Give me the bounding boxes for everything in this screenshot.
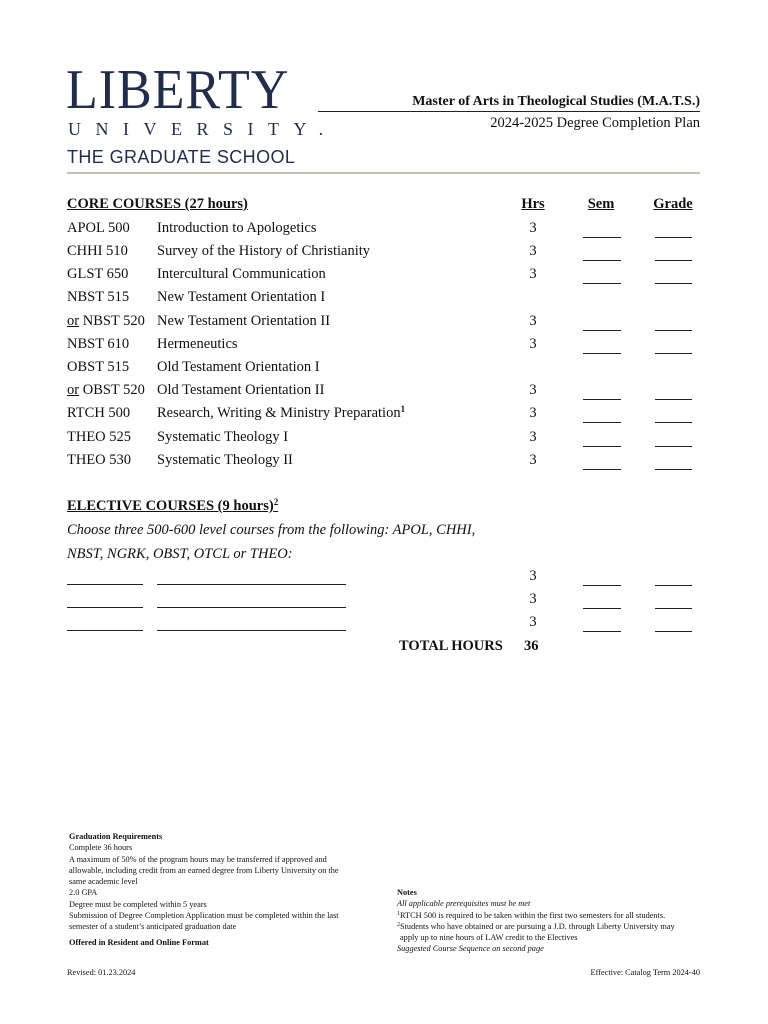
elective-row <box>67 591 707 613</box>
course-row <box>67 429 707 451</box>
notes: Notes All applicable prerequisites must be met $^1$RTCH 500 is required to be taken within the first two semesters for all students. $^2$Students who have obtained or are pursuing a J.D. through Liberty University may apply up to nine hours of LAW credit to the Electives Suggested Course Sequence on second page <box>397 888 675 954</box>
course-code: THEO 525 <box>67 429 132 445</box>
course-code: or NBST 520 <box>67 313 145 329</box>
header-underline <box>318 111 700 112</box>
grade-blank[interactable] <box>655 260 692 261</box>
total-hours-value: 36 <box>524 638 539 654</box>
course-row <box>67 289 707 311</box>
course-name: Old Testament Orientation I <box>157 359 320 375</box>
graduation-requirement-line: same academic level <box>69 877 138 887</box>
elective-code-blank[interactable] <box>67 630 143 631</box>
course-code: RTCH 500 <box>67 405 131 421</box>
course-name: Old Testament Orientation II <box>157 382 325 398</box>
course-row <box>67 220 707 242</box>
core-heading: CORE COURSES (27 hours) <box>67 196 248 212</box>
col-hrs: Hrs <box>521 196 545 212</box>
elective-name-blank[interactable] <box>157 607 346 608</box>
elective-row <box>67 568 707 590</box>
grade-blank[interactable] <box>655 446 692 447</box>
semester-blank[interactable] <box>583 237 621 238</box>
header-divider <box>67 172 700 174</box>
semester-blank[interactable] <box>583 585 621 586</box>
course-row <box>67 336 707 358</box>
grade-blank[interactable] <box>655 585 692 586</box>
course-hours: 3 <box>529 336 537 352</box>
semester-blank[interactable] <box>583 469 621 470</box>
logo-university: UNIVERSITY. <box>68 119 338 139</box>
course-row <box>67 382 707 404</box>
course-row <box>67 266 707 288</box>
course-row <box>67 405 707 427</box>
course-name: Intercultural Communication <box>157 266 326 282</box>
logo-liberty: LIBERTY <box>66 59 290 121</box>
course-code: NBST 610 <box>67 336 130 352</box>
page-subtitle: 2024-2025 Degree Completion Plan <box>490 115 700 131</box>
graduation-requirement-line: semester of a student’s anticipated graduation date <box>69 922 237 932</box>
semester-blank[interactable] <box>583 353 621 354</box>
course-code: APOL 500 <box>67 220 130 236</box>
course-code: OBST 515 <box>67 359 130 375</box>
elective-hours: 3 <box>529 591 537 607</box>
course-name: Hermeneutics <box>157 336 238 352</box>
course-name: Survey of the History of Christianity <box>157 243 371 259</box>
course-row <box>67 243 707 265</box>
elective-name-blank[interactable] <box>157 630 346 631</box>
course-code: or OBST 520 <box>67 382 145 398</box>
course-name: Systematic Theology II <box>157 452 293 468</box>
elective-code-blank[interactable] <box>67 584 143 585</box>
effective-term: Effective: Catalog Term 2024-40 <box>590 968 700 977</box>
course-hours: 3 <box>529 382 537 398</box>
course-hours: 3 <box>529 266 537 282</box>
elective-hours: 3 <box>529 614 537 630</box>
graduation-requirement-line: allowable, including credit from an earned degree from Liberty University on the <box>69 865 339 875</box>
grade-blank[interactable] <box>655 330 692 331</box>
course-row <box>67 359 707 381</box>
semester-blank[interactable] <box>583 399 621 400</box>
semester-blank[interactable] <box>583 260 621 261</box>
elective-instruction-2: NBST, NGRK, OBST, OTCL or THEO: <box>67 546 293 562</box>
course-code: THEO 530 <box>67 452 132 468</box>
course-name: Introduction to Apologetics <box>157 220 317 236</box>
course-code: GLST 650 <box>67 266 129 282</box>
course-row <box>67 313 707 335</box>
grade-blank[interactable] <box>655 608 692 609</box>
col-sem: Sem <box>587 196 615 212</box>
graduation-requirement-line: Submission of Degree Completion Application must be completed within the last <box>69 911 339 921</box>
elective-heading: ELECTIVE COURSES (9 hours)$^2$ <box>67 497 279 514</box>
course-code: NBST 515 <box>67 289 130 305</box>
grade-blank[interactable] <box>655 283 692 284</box>
graduation-requirement-line: Degree must be completed within 5 years <box>69 899 207 909</box>
course-hours: 3 <box>529 452 537 468</box>
grade-blank[interactable] <box>655 422 692 423</box>
course-name: New Testament Orientation I <box>157 289 326 305</box>
course-name: New Testament Orientation II <box>157 313 331 329</box>
semester-blank[interactable] <box>583 283 621 284</box>
course-code: CHHI 510 <box>67 243 128 259</box>
course-hours: 3 <box>529 220 537 236</box>
elective-code-blank[interactable] <box>67 607 143 608</box>
semester-blank[interactable] <box>583 446 621 447</box>
graduation-requirements: Graduation Requirements Complete 36 hours A maximum of 50% of the program hours may be transferred if approved and allowable, including credit from an earned degree from Liberty University on the same academic level 2.0 GPA Degree must be completed within 5 years Submission of Degree Completion Application must be completed within the last semester of a student’s anticipated graduation date Offered in Resident and Online Format <box>69 832 339 947</box>
course-hours: 3 <box>529 243 537 259</box>
graduation-requirement-line: A maximum of 50% of the program hours may be transferred if approved and <box>69 854 327 864</box>
total-hours-label: TOTAL HOURS <box>399 638 503 654</box>
elective-name-blank[interactable] <box>157 584 346 585</box>
course-hours: 3 <box>529 313 537 329</box>
grade-blank[interactable] <box>655 469 692 470</box>
semester-blank[interactable] <box>583 608 621 609</box>
col-grade: Grade <box>653 196 693 212</box>
revised-date: Revised: 01.23.2024 <box>67 968 136 977</box>
logo-graduate-school: THE GRADUATE SCHOOL <box>67 147 296 167</box>
semester-blank[interactable] <box>583 631 621 632</box>
grade-blank[interactable] <box>655 353 692 354</box>
grade-blank[interactable] <box>655 631 692 632</box>
course-name: Research, Writing & Ministry Preparation$^1$ <box>157 404 406 421</box>
grade-blank[interactable] <box>655 399 692 400</box>
course-hours: 3 <box>529 405 537 421</box>
semester-blank[interactable] <box>583 330 621 331</box>
graduation-requirement-line: 2.0 GPA <box>69 888 98 898</box>
elective-row <box>67 614 707 636</box>
graduation-requirement-line: Complete 36 hours <box>69 843 133 853</box>
elective-hours: 3 <box>529 568 537 584</box>
elective-instruction-1: Choose three 500-600 level courses from the following: APOL, CHHI, <box>67 522 476 538</box>
course-row <box>67 452 707 474</box>
semester-blank[interactable] <box>583 422 621 423</box>
course-name: Systematic Theology I <box>157 429 289 445</box>
grade-blank[interactable] <box>655 237 692 238</box>
course-hours: 3 <box>529 429 537 445</box>
page-title: Master of Arts in Theological Studies (M.A.T.S.) <box>412 94 700 109</box>
